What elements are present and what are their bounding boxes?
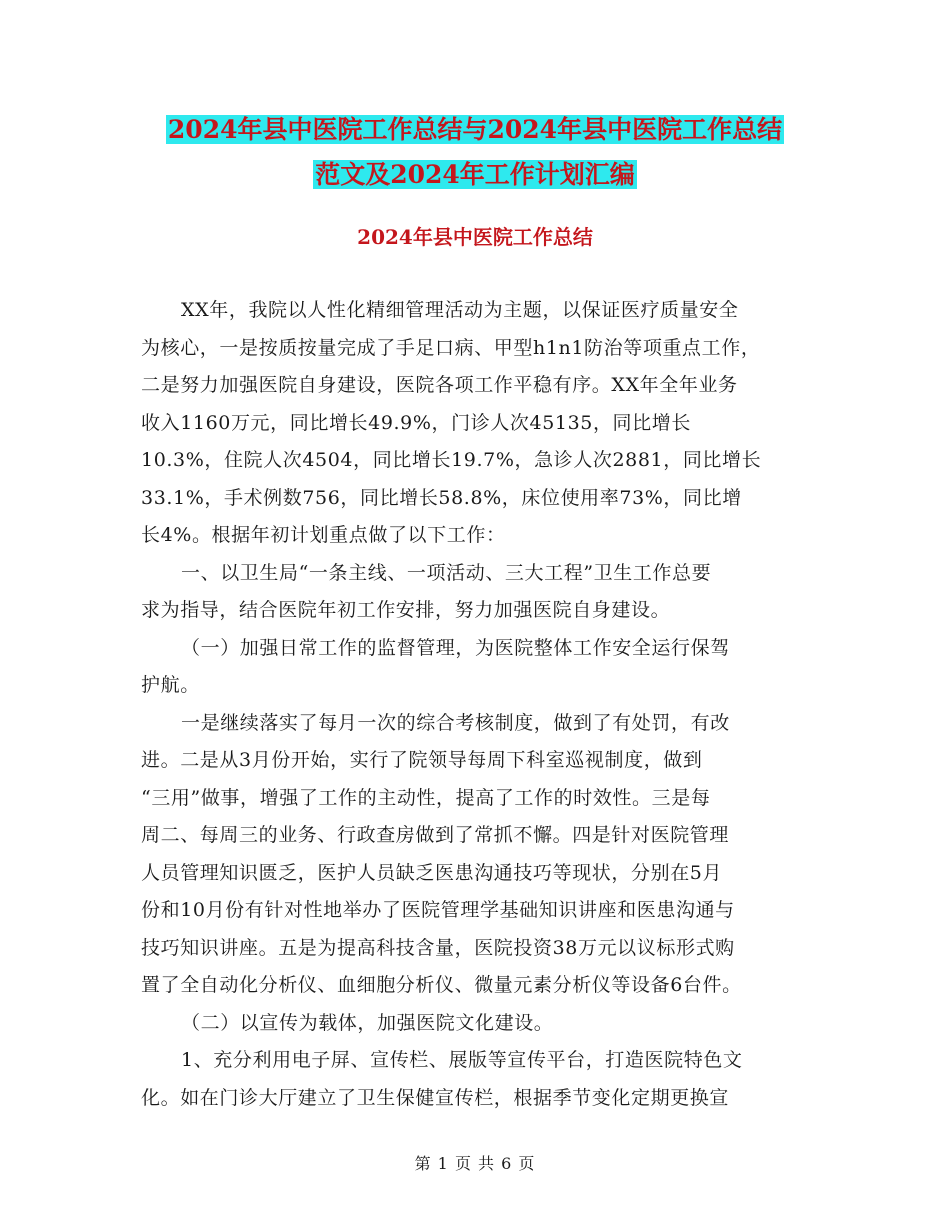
paragraph-line: （二）以宣传为载体，加强医院文化建设。 (181, 1011, 554, 1034)
paragraph-line: 长4%。根据年初计划重点做了以下工作： (141, 524, 506, 546)
paragraph-line: 一是继续落实了每月一次的综合考核制度，做到了有处罚，有改 (181, 711, 730, 734)
paragraph-line: 二是努力加强医院自身建设，医院各项工作平稳有序。XX年全年业务 (141, 374, 738, 396)
title-highlight-2: 范文及2024年工作计划汇编 (315, 160, 635, 189)
paragraph-line: 一、以卫生局“一条主线、一项活动、三大工程”卫生工作总要 (181, 561, 712, 584)
paragraph-line: （一）加强日常工作的监督管理，为医院整体工作安全运行保驾 (181, 636, 730, 659)
paragraph-line: 进。二是从3月份开始，实行了院领导每周下科室巡视制度，做到 (141, 749, 703, 771)
paragraph-line: 为核心，一是按质按量完成了手足口病、甲型h1n1防治等项重点工作， (141, 336, 761, 359)
body-text (141, 292, 809, 1117)
paragraph-line: 求为指导，结合医院年初工作安排，努力加强医院自身建设。 (141, 599, 671, 621)
paragraph-line: 10.3%，住院人次4504，同比增长19.7%，急诊人次2881，同比增长 (141, 449, 762, 471)
paragraph-line: 33.1%，手术例数756，同比增长58.8%，床位使用率73%，同比增 (141, 486, 742, 509)
paragraph-line: 收入1160万元，同比增长49.9%，门诊人次45135，同比增长 (141, 411, 691, 434)
page-number-footer: 第 1 页 共 6 页 (414, 1154, 536, 1173)
paragraph-line: 护航。 (141, 674, 200, 696)
paragraph-line: 化。如在门诊大厅建立了卫生保健宣传栏，根据季节变化定期更换宣 (141, 1086, 730, 1109)
paragraph-line: XX年，我院以人性化精细管理活动为主题，以保证医疗质量安全 (181, 299, 739, 321)
paragraph-line: 1、充分利用电子屏、宣传栏、展版等宣传平台，打造医院特色文 (181, 1049, 743, 1071)
paragraph-line: 置了全自动化分析仪、血细胞分析仪、微量元素分析仪等设备6台件。 (141, 974, 742, 996)
document-title-line-1 (0, 112, 950, 148)
section-title: 2024年县中医院工作总结 (357, 225, 593, 249)
paragraph-line: 周二、每周三的业务、行政查房做到了常抓不懈。四是针对医院管理 (141, 824, 730, 846)
title-highlight-1: 2024年县中医院工作总结与2024年县中医院工作总结 (167, 115, 783, 144)
paragraph-line: 人员管理知识匮乏，医护人员缺乏医患沟通技巧等现状，分别在5月 (141, 861, 723, 884)
document-title-line-2 (0, 157, 950, 193)
paragraph-line: 份和10月份有针对性地举办了医院管理学基础知识讲座和医患沟通与 (141, 899, 735, 921)
paragraph-line: “三用”做事，增强了工作的主动性，提高了工作的时效性。三是每 (141, 786, 711, 809)
paragraph-line: 技巧知识讲座。五是为提高科技含量，医院投资38万元以议标形式购 (141, 936, 735, 959)
